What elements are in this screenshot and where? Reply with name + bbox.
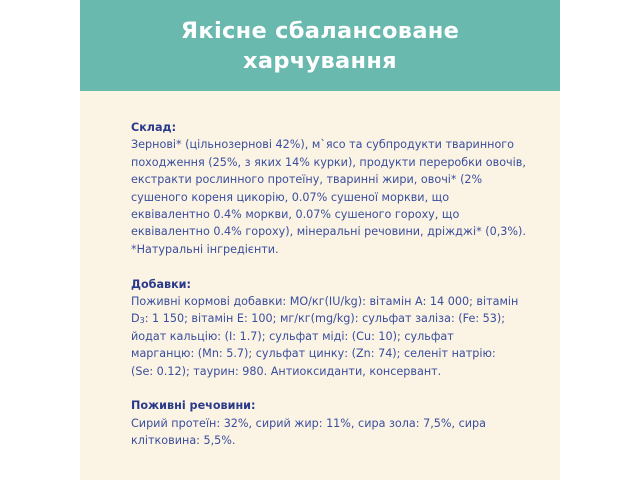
section-title: Поживні речовини:: [131, 399, 256, 413]
text-line: [131, 310, 536, 327]
text-line: (Se: 0.12); таурин: 980. Антиоксиданти, консервант.: [131, 364, 442, 378]
header-banner: [80, 0, 560, 91]
section-title: Добавки:: [131, 277, 191, 291]
text-line: походження (25%, з яких 14% курки), продукти переробки овочів,: [131, 155, 526, 169]
section-additives: [131, 276, 536, 380]
text-line: йодат кальцію: (I: 1.7); сульфат міді: (Cu: 10); сульфат: [131, 329, 454, 343]
text-line: Поживні кормові добавки: МО/кг(IU/kg): вітамін А: 14 000; вітамін: [131, 295, 519, 309]
text-line: сушеного кореня цикорію, 0.07% сушеної моркви, що: [131, 190, 450, 204]
content: [131, 119, 536, 467]
header-title-line-1: Якісне сбалансоване: [180, 17, 460, 44]
section-composition: [131, 119, 536, 258]
subscript: 3: [139, 316, 145, 326]
product-info-panel: [80, 0, 560, 480]
section-nutrients: [131, 397, 536, 449]
header-title-line-2: харчування: [243, 47, 397, 74]
text-line: клітковина: 5,5%.: [131, 434, 236, 448]
text-line: марганцю: (Mn: 5.7); сульфат цинку: (Zn: 74); селеніт натрію:: [131, 347, 496, 361]
text-line: Сирий протеїн: 32%, сирий жир: 11%, сира зола: 7,5%, сира: [131, 416, 487, 430]
text-line: еквівалентно 0.4% моркви, 0.07% сушеного гороху, що: [131, 208, 460, 222]
vitamin-d-label: D: [131, 312, 140, 326]
text-line: екстракти рослинного протеїну, тваринні жири, овочі* (2%: [131, 173, 483, 187]
section-title: Склад:: [131, 121, 177, 134]
text-line: Зернові* (цільнозернові 42%), м`ясо та субпродукти тваринного: [131, 138, 515, 152]
text-line: *Натуральні інгредієнти.: [131, 242, 279, 256]
text-rest: : 1 150; вітамін Е: 100; мг/кг(mg/kg): сульфат заліза: (Fe: 53);: [144, 312, 506, 326]
text-line: еквівалентно 0.4% гороху), мінеральні речовини, дріжджі* (0,3%).: [131, 225, 526, 239]
